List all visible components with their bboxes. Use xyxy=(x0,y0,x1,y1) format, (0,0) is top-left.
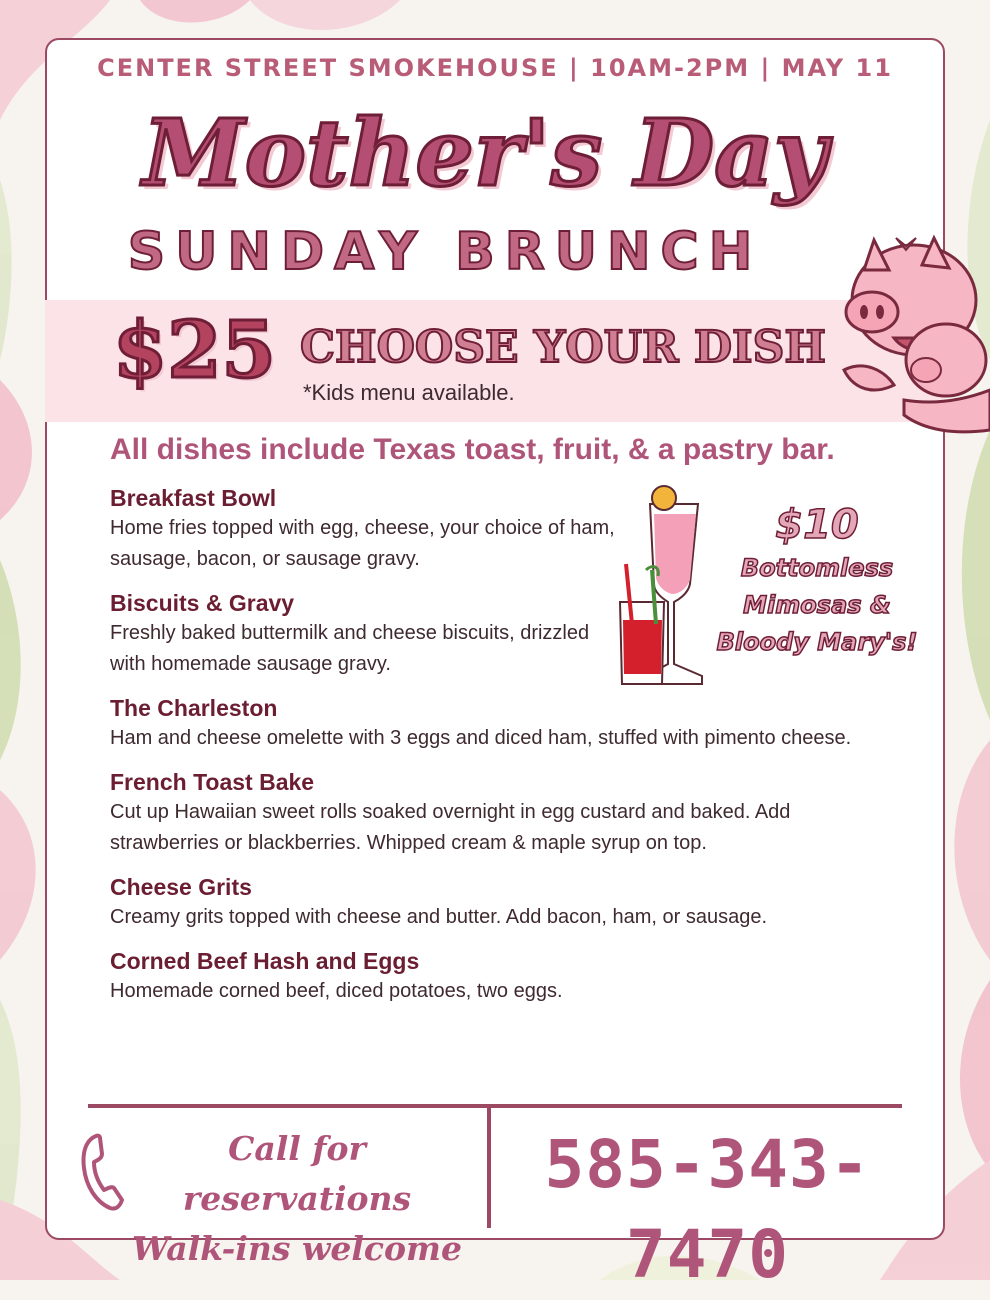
dish-name: Cheese Grits xyxy=(110,874,252,900)
reservation-note xyxy=(122,1124,472,1274)
dish-name: The Charleston xyxy=(110,695,278,721)
dish-name: Breakfast Bowl xyxy=(110,485,277,511)
kids-menu-note: *Kids menu available. xyxy=(303,380,515,405)
footer-vertical-divider xyxy=(487,1108,491,1228)
dish-description: Cut up Hawaiian sweet rolls soaked overnight in egg custard and baked. Add strawberries or blackberries. Whipped cream & maple syrup on top. xyxy=(110,801,791,854)
dish-description: Home fries topped with egg, cheese, your choice of ham, sausage, bacon, or sausage gravy. xyxy=(110,517,615,570)
list-item xyxy=(110,693,880,754)
drink-line-1: Bottomless xyxy=(740,554,894,582)
phone-number[interactable]: 585-343-7470 xyxy=(544,1126,871,1293)
reservation-line-2: Walk-ins welcome xyxy=(132,1229,462,1268)
event-info-line: CENTER STREET SMOKEHOUSE | 10AM-2PM | MAY 11 xyxy=(97,54,893,82)
drink-line-3: Bloody Mary's! xyxy=(716,628,918,656)
list-item xyxy=(110,767,880,859)
drink-line-2: Mimosas & xyxy=(743,591,891,619)
dish-description: Ham and cheese omelette with 3 eggs and diced ham, stuffed with pimento cheese. xyxy=(110,727,852,749)
dish-name: Biscuits & Gravy xyxy=(110,590,295,616)
includes-note: All dishes include Texas toast, fruit, & a pastry bar. xyxy=(110,433,835,466)
drink-glasses-illustration xyxy=(606,484,726,694)
dish-name: French Toast Bake xyxy=(110,769,315,795)
dish-name: Corned Beef Hash and Eggs xyxy=(110,948,420,974)
phone-icon xyxy=(80,1132,126,1212)
dish-description: Homemade corned beef, diced potatoes, two eggs. xyxy=(110,980,563,1002)
footer-divider xyxy=(88,1104,902,1108)
offer-price: $25 xyxy=(113,305,276,396)
list-item xyxy=(110,872,880,933)
reservation-line-1: Call for reservations xyxy=(182,1129,412,1218)
page-subtitle: SUNDAY BRUNCH xyxy=(127,222,763,282)
offer-headline: CHOOSE YOUR DISH xyxy=(300,322,826,373)
page-title: Mother's Day xyxy=(142,99,828,207)
dish-description: Freshly baked buttermilk and cheese biscuits, drizzled with homemade sausage gravy. xyxy=(110,622,590,675)
dish-description: Creamy grits topped with cheese and butter. Add bacon, ham, or sausage. xyxy=(110,906,768,928)
drink-special xyxy=(712,500,922,661)
pig-illustration xyxy=(834,220,990,440)
drink-price: $10 xyxy=(775,502,859,548)
list-item xyxy=(110,946,880,1007)
